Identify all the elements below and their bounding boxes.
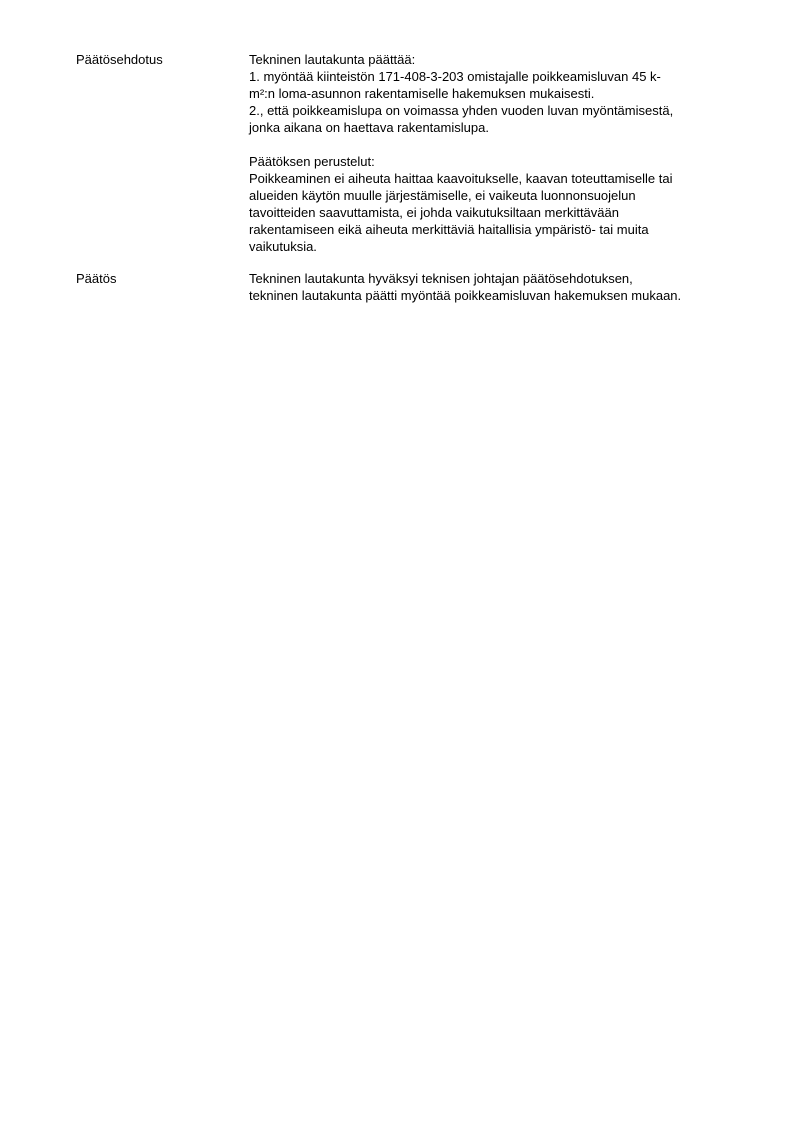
proposal-line: 2., että poikkeamislupa on voimassa yhden vuoden luvan myöntämisestä, xyxy=(249,103,674,118)
proposal-section xyxy=(76,51,756,255)
proposal-content xyxy=(249,51,749,255)
decision-line: Tekninen lautakunta hyväksyi teknisen johtajan päätösehdotuksen, xyxy=(249,271,633,286)
proposal-line: Tekninen lautakunta päättää: xyxy=(249,52,416,67)
rationale-title: Päätöksen perustelut: xyxy=(249,154,375,169)
proposal-line: m²:n loma-asunnon rakentamiselle hakemuksen mukaisesti. xyxy=(249,86,595,101)
rationale-line: vaikutuksia. xyxy=(249,239,317,254)
paragraph-gap xyxy=(249,136,749,153)
decision-label: Päätös xyxy=(76,271,117,286)
proposal-line: 1. myöntää kiinteistön 171-408-3-203 omistajalle poikkeamisluvan 45 k- xyxy=(249,69,661,84)
rationale-line: alueiden käytön muulle järjestämiselle, ei vaikeuta luonnonsuojelun xyxy=(249,188,636,203)
rationale-line: Poikkeaminen ei aiheuta haittaa kaavoitukselle, kaavan toteuttamiselle tai xyxy=(249,171,673,186)
decision-content xyxy=(249,270,749,304)
proposal-label: Päätösehdotus xyxy=(76,52,163,67)
rationale-line: tavoitteiden saavuttamista, ei johda vaikutuksiltaan merkittävään xyxy=(249,205,619,220)
decision-line: tekninen lautakunta päätti myöntää poikkeamisluvan hakemuksen mukaan. xyxy=(249,288,682,303)
rationale-line: rakentamiseen eikä aiheuta merkittäviä haitallisia ympäristö- tai muita xyxy=(249,222,649,237)
proposal-line: jonka aikana on haettava rakentamislupa. xyxy=(249,120,489,135)
decision-section xyxy=(76,270,756,304)
